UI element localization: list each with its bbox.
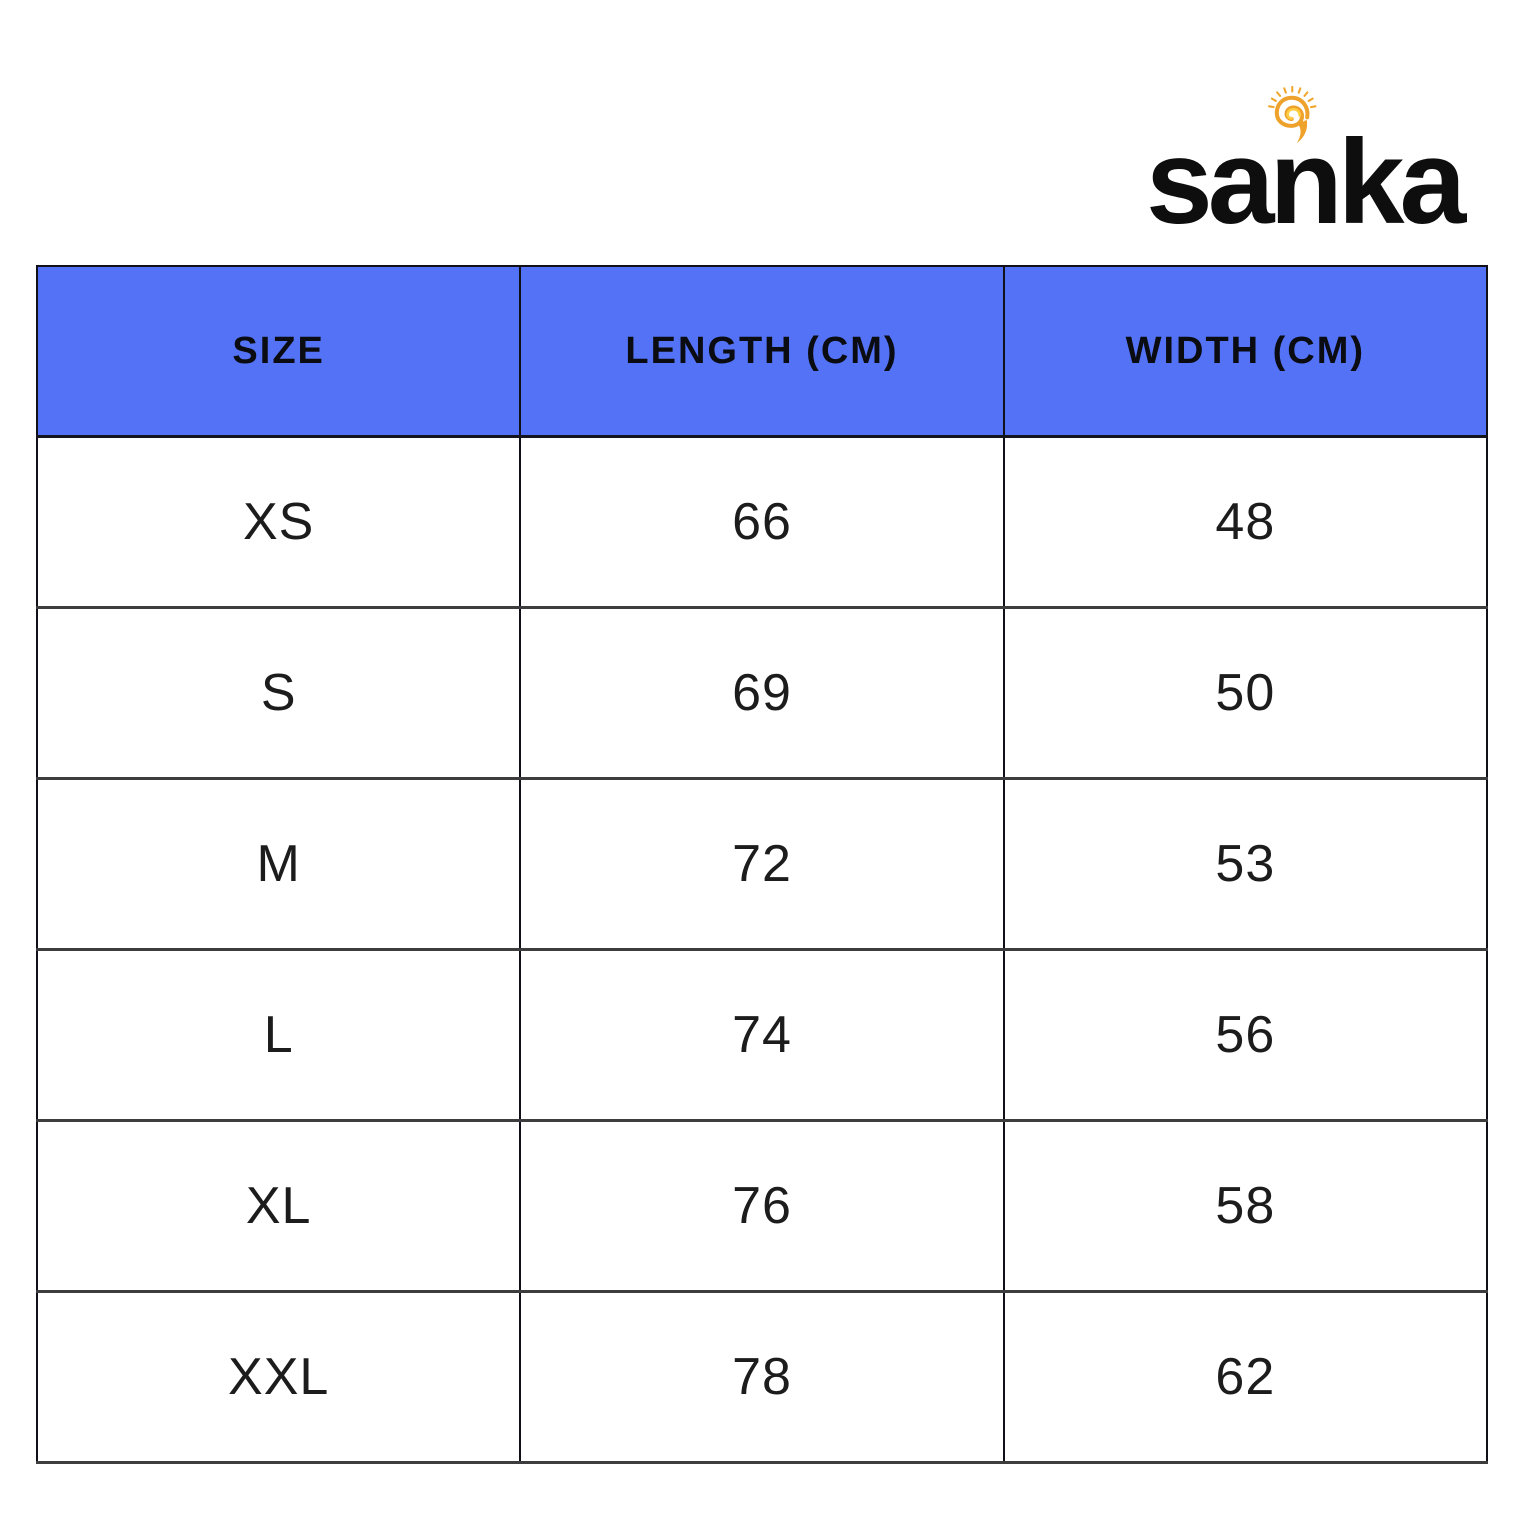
length-cell: 74 [520,950,1003,1121]
width-cell: 48 [1004,437,1487,608]
table-row-s [37,608,1487,779]
length-cell: 78 [520,1292,1003,1463]
length-cell: 76 [520,1121,1003,1292]
size-cell: XS [37,437,520,608]
length-cell: 66 [520,437,1003,608]
size-cell: XXL [37,1292,520,1463]
header-row [37,266,1487,437]
table-row-xs [37,437,1487,608]
length-cell: 72 [520,779,1003,950]
width-cell: 50 [1004,608,1487,779]
brand-logo [0,0,1528,250]
column-header-length: LENGTH (CM) [520,266,1003,437]
size-cell: XL [37,1121,520,1292]
table-row-l [37,950,1487,1121]
length-cell: 69 [520,608,1003,779]
width-cell: 53 [1004,779,1487,950]
size-cell: L [37,950,520,1121]
table-row-xl [37,1121,1487,1292]
size-chart-table [36,265,1488,1464]
table-row-m [37,779,1487,950]
width-cell: 62 [1004,1292,1487,1463]
width-cell: 58 [1004,1121,1487,1292]
column-header-width: WIDTH (CM) [1004,266,1487,437]
size-cell: S [37,608,520,779]
column-header-size: SIZE [37,266,520,437]
brand-name: sanka [1146,115,1462,249]
size-cell: M [37,779,520,950]
width-cell: 56 [1004,950,1487,1121]
table-row-xxl [37,1292,1487,1463]
